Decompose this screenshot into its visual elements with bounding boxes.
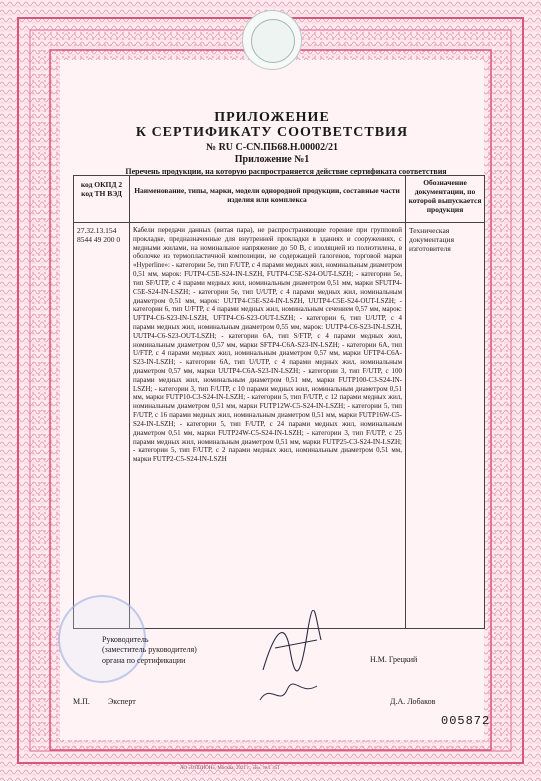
product-codes [77,226,125,244]
products-table [73,175,485,629]
desc-column-header: Наименование, типы, марки, модели однородной продукции, составные части изделия или комплекса [134,186,400,204]
appendix-number: Приложение №1 [234,154,310,165]
expert-title: Эксперт [108,697,136,706]
head-title: Руководитель (заместитель руководителя) органа по сертификации [102,635,197,665]
expert-signature [255,678,325,708]
printer-footer: АО «ОПЦИОН», Москва, 2021 г., «Б», тел. 351 [180,766,280,771]
doc-title: ПРИЛОЖЕНИЕ [214,110,330,125]
mp-label: М.П. [73,697,90,706]
serial-number: 005872 [441,714,491,728]
tnved-code: 8544 49 200 0 [77,235,121,244]
expert-name: Д.А. Лобаков [390,697,436,706]
product-documentation: Техническая документация изготовителя [409,226,455,253]
head-name: Н.М. Грецкий [370,655,418,664]
products-intro: Перечень продукции, на которую распространяется действие сертификата соответствия [125,167,447,176]
emblem-seal [242,10,302,70]
okpd-code: 27.32.13.154 [77,226,117,235]
doc-subtitle: К СЕРТИФИКАТУ СООТВЕТСТВИЯ [135,125,409,140]
code-column-header: код ОКПД 2 код ТН ВЭД [80,180,123,198]
certificate-number: № RU C-CN.ПБ68.Н.00002/21 [206,142,338,153]
doc-column-header: Обозначение документации, по которой выпускается продукция [408,178,482,214]
product-description: Кабели передачи данных (витая пара), не распространяющие горение при групповой прокладке, предназначенные для внутренней прокладки в зданиях и сооружениях, с медными жилами, на номинальное напряжение до 50 В, с изоляцией из полиэтилена, в оболочке из термопластичной композиции, не содержащей галогенов, торговой марки «Hyperline»: - категории 5e, тип F/UTP, с 4 парами медных жил, номинальным диаметром 0,51 мм, марок: FUTP4-C5E-S24-IN-LSZH, FUTP4-C5E-S24-OUT-LSZH; - категории 5e, тип SF/UTP, с 4 парами медных жил, номинальным диаметром 0,51 мм, марки SFUTP4-C5E-S24-IN-LSZH; - категории 5e, тип U/UTP, с 4 парами медных жил, номинальным диаметром 0,51 мм, марок: UUTP4-C5E-S24-IN-LSZH, UUTP4-C5E-S24-OUT-LSZH; - категории 6, тип U/FTP, с 4 парами медных жил, номинальным сечением 0,57 мм, марок: UFTP4-C6-S23-IN-LSZH, UFTP4-C6-S23-OUT-LSZH; - категории 6, тип U/UTP, с 4 парами медных жил, номинальным диаметром 0,55 мм, марок: UUTP4-C6-S23-IN-LSZH, UUTP4-C6-S23-OUT-LSZH; - категории 6A, тип S/FTP, с 4 парами медных жил, номинальным диаметром 0,57 мм, марки SFTP4-C6A-S23-IN-LSZH; - категории 6A, тип U/FTP, с 4 парами медных жил, номинальным диаметром 0,57 мм, марки UFTP4-C6A-S23-IN-LSZH; - категории 6A, тип U/UTP, с 4 парами медных жил, номинальным диаметром 0,57 мм, марки UUTP4-C6A-S23-IN-LSZH; - категории 3, тип F/UTP, с 100 парами медных жил, номинальным диаметром 0,51 мм, марки FUTP100-C3-S24-IN-LSZH; - категории 3, тип F/UTP, с 10 парами медных жил, номинальным диаметром 0,51 мм, марки FUTP10-C3-S24-IN-LSZH; - категории 5, тип F/UTP, с 12 парами медных жил, номинальным диаметром 0,51 мм, марки FUTP12W-C5-S24-IN-LSZH; - категории 5, тип F/UTP, с 16 парами медных жил, номинальным диаметром 0,51 мм, марки FUTP16W-C5-S24-IN-LSZH; - категории 5, тип F/UTP, с 24 парами медных жил, номинальным диаметром 0,51 мм, марки FUTP24W-C5-S24-IN-LSZH; - категории 3, тип F/UTP, с 25 парами медных жил, номинальным диаметром 0,51 мм, марки FUTP25-C3-S24-IN-LSZH; - категории 5, тип F/UTP, с 2 парами медных жил, номинальным диаметром 0,51 мм, марки FUTP2-C5-S24-IN-LSZH [133,226,402,464]
head-signature [255,610,330,685]
